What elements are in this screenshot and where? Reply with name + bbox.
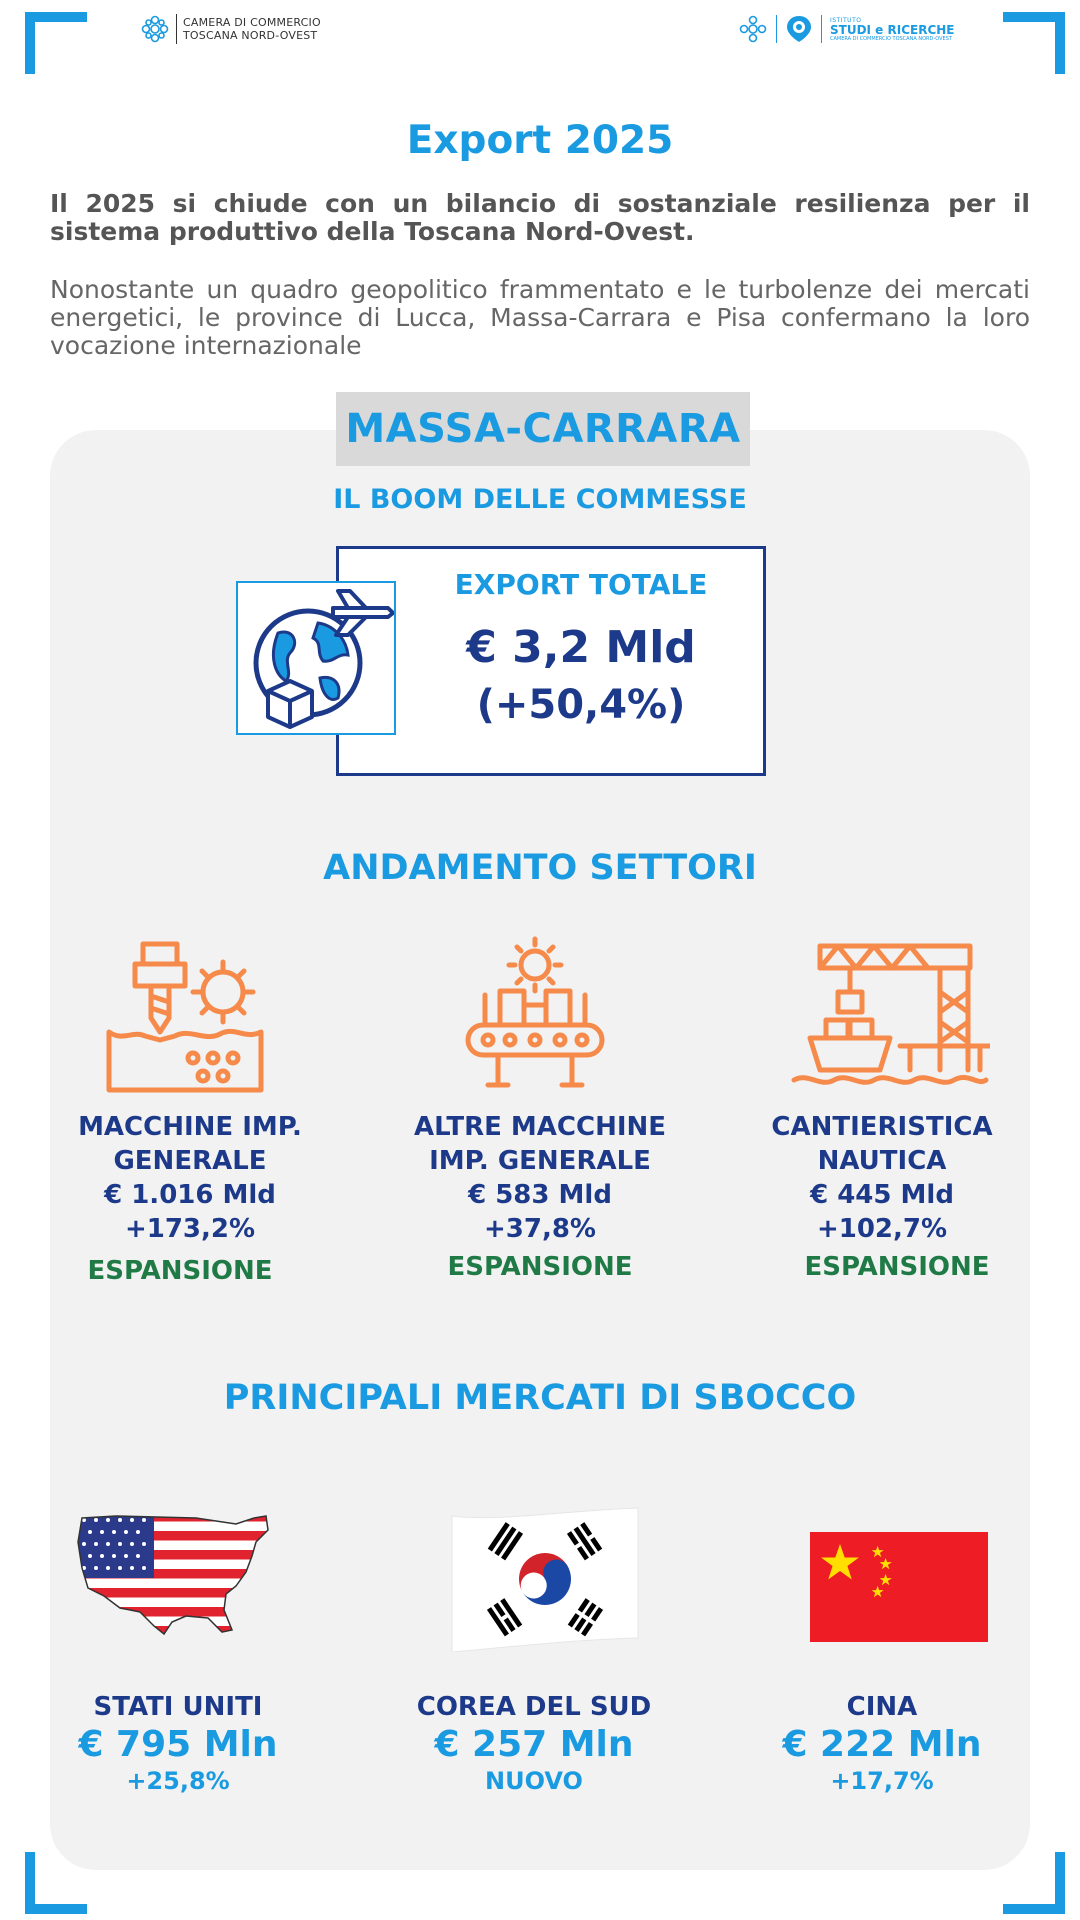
left-logo-text (183, 16, 321, 42)
market-card-china (732, 1690, 1032, 1796)
sector-status: ESPANSIONE (87, 1256, 273, 1286)
sector-value: € 583 Mld (468, 1180, 612, 1210)
province-label-box (336, 392, 750, 466)
usa-flag-map-icon (76, 1512, 272, 1636)
corner-bracket-top-right (1003, 12, 1065, 74)
drill-gear-icon (105, 940, 265, 1100)
right-logo-tiny: CAMERA DI COMMERCIO TOSCANA NORD-OVEST (830, 35, 952, 42)
export-total-label: EXPORT TOTALE (454, 568, 708, 601)
right-logo-small: ISTITUTO (830, 16, 862, 24)
page-title: Export 2025 (406, 118, 674, 163)
corner-bracket-bottom-right (1003, 1852, 1065, 1914)
export-icon-frame (236, 581, 396, 735)
right-logo-big: STUDI e RICERCHE (830, 22, 955, 37)
sector-card-3 (732, 1110, 1032, 1282)
location-pin-icon (785, 14, 813, 44)
export-total-change: (+50,4%) (476, 682, 686, 728)
intro-bold-text: Il 2025 si chiude con un bilancio di sostanziale resilienza per il sistema produttivo della Toscana Nord-Ovest. (50, 189, 1030, 246)
sector-name-line1: CANTIERISTICA (771, 1112, 993, 1142)
market-value: € 222 Mln (782, 1724, 982, 1765)
sector-name-line2: GENERALE (113, 1146, 267, 1176)
sectors-title: ANDAMENTO SETTORI (323, 848, 757, 888)
market-change: +25,8% (126, 1767, 230, 1795)
china-flag-icon (810, 1532, 988, 1642)
market-card-korea (384, 1690, 684, 1796)
markets-title: PRINCIPALI MERCATI DI SBOCCO (223, 1378, 857, 1418)
sector-name-line1: MACCHINE IMP. (78, 1112, 302, 1142)
sector-change: +102,7% (816, 1214, 948, 1244)
sector-change: +173,2% (124, 1214, 256, 1244)
market-card-usa (28, 1690, 328, 1796)
market-change: +17,7% (830, 1767, 934, 1795)
market-country: COREA DEL SUD (416, 1692, 652, 1722)
left-logo-line1: CAMERA DI COMMERCIO (183, 16, 321, 29)
market-change: NUOVO (485, 1767, 583, 1795)
sector-name-line1: ALTRE MACCHINE (413, 1112, 667, 1142)
sector-value: € 445 Mld (810, 1180, 954, 1210)
globe-plane-box-icon (238, 583, 394, 733)
sector-card-2 (390, 1110, 690, 1282)
camera-commercio-logo (140, 12, 321, 46)
market-value: € 795 Mln (78, 1724, 278, 1765)
shipyard-crane-icon (790, 942, 990, 1092)
sector-change: +37,8% (484, 1214, 596, 1244)
right-logo-text (830, 17, 955, 42)
chamber-flower-icon (140, 14, 170, 44)
panel-subtitle: IL BOOM DELLE COMMESSE (333, 484, 747, 515)
sector-name-line2: NAUTICA (817, 1146, 947, 1176)
market-value: € 257 Mln (434, 1724, 634, 1765)
chamber-flower-icon (738, 14, 768, 44)
left-logo-line2: TOSCANA NORD-OVEST (183, 29, 318, 42)
market-country: STATI UNITI (93, 1692, 263, 1722)
province-name: MASSA-CARRARA (345, 406, 741, 452)
export-total-value: € 3,2 Mld (466, 622, 696, 673)
corner-bracket-top-left (25, 12, 87, 74)
sector-card-1 (40, 1110, 340, 1286)
market-country: CINA (846, 1692, 918, 1722)
sector-value: € 1.016 Mld (104, 1180, 276, 1210)
sector-status: ESPANSIONE (447, 1252, 633, 1282)
istituto-studi-logo (738, 12, 955, 46)
sector-status: ESPANSIONE (804, 1252, 990, 1282)
intro-text: Nonostante un quadro geopolitico frammentato e le turbolenze dei mercati energetici, le province di Lucca, Massa-Carrara e Pisa confermano la loro vocazione internazionale (50, 275, 1030, 360)
sector-name-line2: IMP. GENERALE (429, 1146, 651, 1176)
south-korea-flag-icon (450, 1506, 640, 1652)
conveyor-gear-icon (460, 935, 610, 1090)
